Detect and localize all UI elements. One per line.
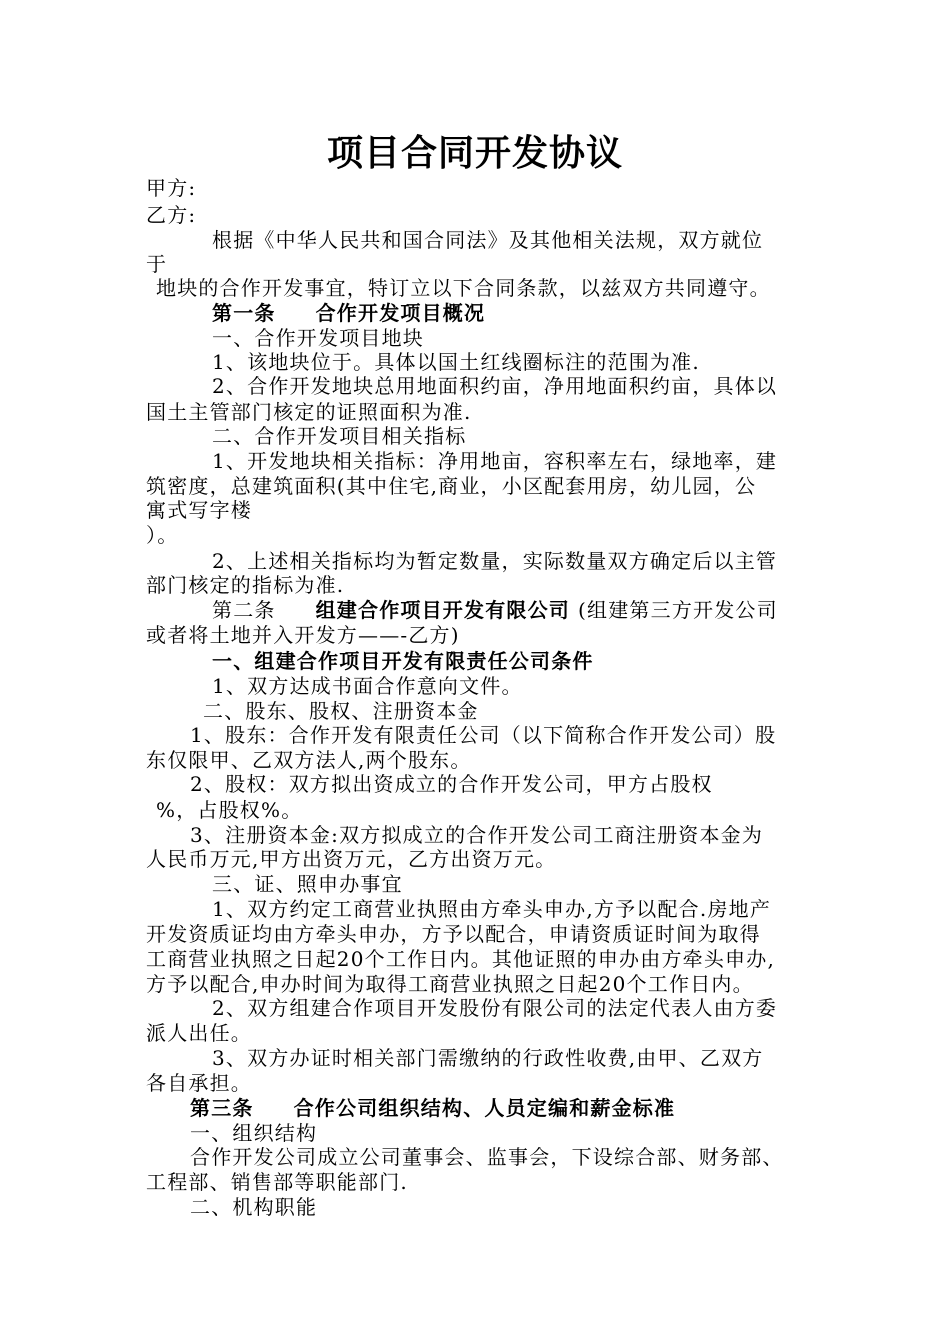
article-1-title: 合作开发项目概况 — [315, 301, 486, 325]
paragraph-line: 2、上述相关指标均为暂定数量，实际数量双方确定后以主管 — [212, 549, 778, 573]
paragraph-line: 东仅限甲、乙双方法人,两个股东。 — [146, 748, 472, 772]
paragraph-line: ）。 — [146, 523, 179, 547]
section-heading: 一、组织结构 — [190, 1121, 318, 1145]
paragraph-line: 工商营业执照之日起20个工作日内。其他证照的申办由方牵头申办, — [146, 947, 776, 971]
paragraph-line: 3、双方办证时相关部门需缴纳的行政性收费,由甲、乙双方 — [212, 1046, 764, 1070]
section-heading: 一、合作开发项目地块 — [212, 326, 424, 350]
article-2-note: (组建第三方开发公司 — [578, 598, 778, 622]
paragraph-line: 1、开发地块相关指标：净用地亩，容积率左右，绿地率，建 — [212, 449, 778, 473]
paragraph-line: 派人出任。 — [146, 1021, 252, 1045]
paragraph-line: 1、双方约定工商营业执照由方牵头申办,方予以配合.房地产 — [212, 897, 772, 921]
paragraph-line: 开发资质证均由方牵头申办，方予以配合，申请资质证时间为取得 — [146, 922, 761, 946]
paragraph-line: %，占股权%。 — [156, 798, 303, 822]
article-1-heading — [212, 301, 485, 325]
paragraph-line: 工程部、销售部等职能部门. — [146, 1170, 408, 1194]
article-3-heading — [190, 1096, 675, 1120]
article-2-number: 第二条 — [212, 598, 276, 622]
paragraph-line: 1、该地块位于。具体以国土红线圈标注的范围为准. — [212, 350, 700, 374]
paragraph-line: 2、股权：双方拟出资成立的合作开发公司，甲方占股权 — [190, 772, 713, 796]
party-b-line: 乙方: — [146, 203, 197, 227]
section-heading: 二、机构职能 — [190, 1195, 318, 1219]
paragraph-line: 人民币万元,甲方出资万元，乙方出资万元。 — [146, 847, 557, 871]
article-1-number: 第一条 — [212, 301, 276, 325]
paragraph-line: 于 — [146, 252, 168, 276]
paragraph-line: 国土主管部门核定的证照面积为准. — [146, 400, 472, 424]
paragraph-line: 部门核定的指标为准. — [146, 573, 345, 597]
paragraph-line: 2、双方组建合作项目开发股份有限公司的法定代表人由方委 — [212, 996, 778, 1020]
section-heading: 一、组建合作项目开发有限责任公司条件 — [212, 649, 594, 673]
article-3-number: 第三条 — [190, 1096, 254, 1120]
section-heading: 二、股东、股权、注册资本金 — [203, 699, 479, 723]
paragraph-line: 1、股东：合作开发有限责任公司（以下简称合作开发公司）股 — [190, 723, 777, 747]
paragraph-line: 3、注册资本金:双方拟成立的合作开发公司工商注册资本金为 — [190, 823, 764, 847]
paragraph-line: 寓式写字楼 — [146, 498, 252, 522]
paragraph-line: 根据《中华人民共和国合同法》及其他相关法规，双方就位 — [212, 228, 764, 252]
paragraph-line: 筑密度，总建筑面积(其中住宅,商业，小区配套用房，幼儿园，公 — [146, 474, 757, 498]
document-title: 项目合同开发协议 — [326, 133, 623, 174]
article-2-title: 组建合作项目开发有限公司 — [315, 598, 571, 622]
paragraph-line: 或者将土地并入开发方——-乙方) — [146, 623, 460, 647]
article-2-heading — [212, 598, 778, 622]
paragraph-line: 各自承担。 — [146, 1071, 252, 1095]
paragraph-line: 地块的合作开发事宜，特订立以下合同条款，以兹双方共同遵守。 — [156, 276, 771, 300]
section-heading: 二、合作开发项目相关指标 — [212, 424, 467, 448]
party-a-line: 甲方: — [146, 176, 197, 200]
paragraph-line: 合作开发公司成立公司董事会、监事会，下设综合部、财务部、 — [190, 1145, 784, 1169]
section-heading: 三、证、照申办事宜 — [212, 872, 403, 896]
article-3-title: 合作公司组织结构、人员定编和薪金标准 — [293, 1096, 676, 1120]
paragraph-line: 方予以配合,申办时间为取得工商营业执照之日起20个工作日内。 — [146, 972, 754, 996]
paragraph-line: 1、双方达成书面合作意向文件。 — [212, 674, 523, 698]
paragraph-line: 2、合作开发地块总用地面积约亩，净用地面积约亩，具体以 — [212, 374, 778, 398]
